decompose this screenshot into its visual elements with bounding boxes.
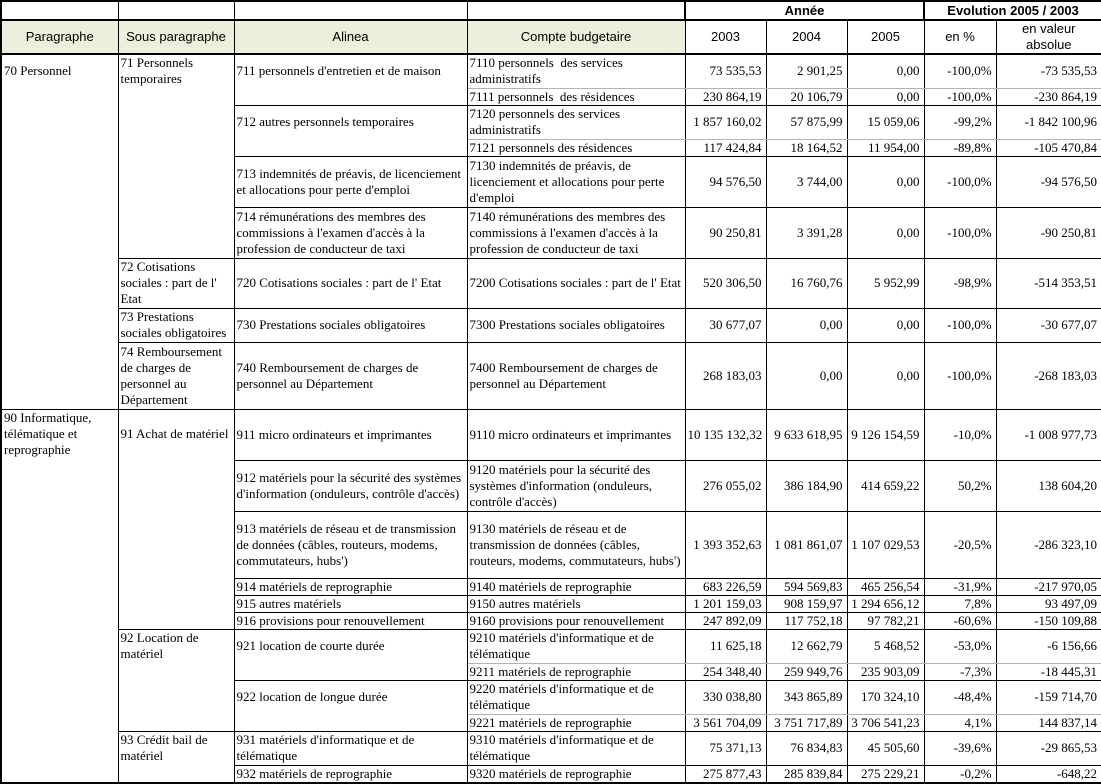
col-header-en-pct: en %: [924, 20, 996, 54]
cell-2004: 57 875,99: [766, 105, 847, 139]
col-header-compte-budgetaire: Compte budgetaire: [467, 20, 685, 54]
cell-compte: 9140 matériels de reprographie: [467, 578, 685, 595]
cell-2003: 94 576,50: [685, 156, 766, 207]
cell-sous-paragraphe: 91 Achat de matériel: [118, 409, 234, 629]
cell-evolution-abs: -1 842 100,96: [996, 105, 1101, 139]
cell-alinea: 915 autres matériels: [234, 595, 467, 612]
cell-compte: 7130 indemnités de préavis, de licenciement et allocations pour perte d'emploi: [467, 156, 685, 207]
cell-2003: 275 877,43: [685, 765, 766, 783]
cell-2003: 276 055,02: [685, 460, 766, 511]
cell-alinea: 921 location de courte durée: [234, 629, 467, 680]
cell-sous-paragraphe: 73 Prestations sociales obligatoires: [118, 308, 234, 342]
cell-evolution-abs: -268 183,03: [996, 342, 1101, 409]
cell-evolution-abs: -94 576,50: [996, 156, 1101, 207]
table-row: [1, 308, 1101, 342]
cell-2005: 170 324,10: [847, 680, 924, 714]
cell-alinea: 740 Remboursement de charges de personnel au Département: [234, 342, 467, 409]
cell-evolution-pct: -10,0%: [924, 409, 996, 460]
col-header-en-valeur-absolue: [996, 20, 1101, 54]
cell-evolution-pct: -99,2%: [924, 105, 996, 139]
cell-2005: 0,00: [847, 54, 924, 88]
cell-2004: 9 633 618,95: [766, 409, 847, 460]
cell-2003: 1 393 352,63: [685, 511, 766, 578]
cell-evolution-abs: 93 497,09: [996, 595, 1101, 612]
cell-alinea: 913 matériels de réseau et de transmission de données (câbles, routeurs, modems, commutateurs, hubs'): [234, 511, 467, 578]
cell-alinea: 911 micro ordinateurs et imprimantes: [234, 409, 467, 460]
cell-evolution-abs: -648,22: [996, 765, 1101, 783]
cell-evolution-abs: -217 970,05: [996, 578, 1101, 595]
cell-compte: 9150 autres matériels: [467, 595, 685, 612]
cell-evolution-pct: -7,3%: [924, 663, 996, 680]
cell-2005: 414 659,22: [847, 460, 924, 511]
cell-2003: 1 857 160,02: [685, 105, 766, 139]
cell-evolution-pct: -31,9%: [924, 578, 996, 595]
table-row: [1, 731, 1101, 765]
cell-2004: 76 834,83: [766, 731, 847, 765]
cell-alinea: 912 matériels pour la sécurité des systèmes d'information (onduleurs, contrôle d'accès): [234, 460, 467, 511]
cell-2004: 20 106,79: [766, 88, 847, 105]
band-empty-cell: [467, 1, 685, 20]
cell-alinea: 916 provisions pour renouvellement: [234, 612, 467, 629]
cell-2003: 11 625,18: [685, 629, 766, 663]
cell-evolution-pct: 50,2%: [924, 460, 996, 511]
cell-evolution-pct: -100,0%: [924, 156, 996, 207]
cell-evolution-pct: -0,2%: [924, 765, 996, 783]
cell-evolution-abs: 138 604,20: [996, 460, 1101, 511]
cell-2004: 343 865,89: [766, 680, 847, 714]
cell-2005: 1 107 029,53: [847, 511, 924, 578]
cell-2005: 9 126 154,59: [847, 409, 924, 460]
cell-evolution-abs: -150 109,88: [996, 612, 1101, 629]
cell-compte: 7120 personnels des services administratifs: [467, 105, 685, 139]
cell-evolution-abs: -1 008 977,73: [996, 409, 1101, 460]
cell-alinea: 730 Prestations sociales obligatoires: [234, 308, 467, 342]
cell-alinea: 720 Cotisations sociales : part de l' Etat: [234, 258, 467, 308]
cell-2004: 18 164,52: [766, 139, 847, 156]
cell-compte: 9160 provisions pour renouvellement: [467, 612, 685, 629]
table-row: [1, 409, 1101, 460]
cell-compte: 7111 personnels des résidences: [467, 88, 685, 105]
cell-2005: 235 903,09: [847, 663, 924, 680]
cell-2003: 75 371,13: [685, 731, 766, 765]
cell-evolution-pct: -100,0%: [924, 88, 996, 105]
cell-compte: 9130 matériels de réseau et de transmission de données (câbles, routeurs, modems, commutateurs, hubs'): [467, 511, 685, 578]
cell-compte: 7140 rémunérations des membres des commissions à l'examen d'accès à la profession de conducteur de taxi: [467, 207, 685, 258]
table-row: [1, 342, 1101, 409]
table-row: [1, 258, 1101, 308]
cell-evolution-pct: -20,5%: [924, 511, 996, 578]
cell-evolution-pct: -100,0%: [924, 342, 996, 409]
cell-compte: 9211 matériels de reprographie: [467, 663, 685, 680]
cell-2003: 330 038,80: [685, 680, 766, 714]
cell-2005: 5 468,52: [847, 629, 924, 663]
cell-2005: 465 256,54: [847, 578, 924, 595]
cell-alinea: 713 indemnités de préavis, de licenciement et allocations pour perte d'emploi: [234, 156, 467, 207]
cell-2004: 16 760,76: [766, 258, 847, 308]
cell-2005: 0,00: [847, 342, 924, 409]
cell-evolution-pct: -89,8%: [924, 139, 996, 156]
cell-compte: 9320 matériels de reprographie: [467, 765, 685, 783]
cell-evolution-pct: -100,0%: [924, 54, 996, 88]
cell-2005: 3 706 541,23: [847, 714, 924, 731]
band-empty-cell: [234, 1, 467, 20]
cell-compte: 7110 personnels des services administratifs: [467, 54, 685, 88]
cell-2003: 117 424,84: [685, 139, 766, 156]
cell-paragraphe: 70 Personnel: [1, 54, 118, 409]
table-row: [1, 54, 1101, 88]
col-header-2004: 2004: [766, 20, 847, 54]
cell-2005: 0,00: [847, 308, 924, 342]
cell-alinea: 932 matériels de reprographie: [234, 765, 467, 783]
cell-2005: 11 954,00: [847, 139, 924, 156]
cell-sous-paragraphe: 74 Remboursement de charges de personnel au Département: [118, 342, 234, 409]
cell-2005: 45 505,60: [847, 731, 924, 765]
cell-sous-paragraphe: 93 Crédit bail de matériel: [118, 731, 234, 783]
cell-2003: 254 348,40: [685, 663, 766, 680]
annee-band-header: Année: [685, 1, 924, 20]
cell-2005: 1 294 656,12: [847, 595, 924, 612]
cell-evolution-abs: -105 470,84: [996, 139, 1101, 156]
cell-2004: 908 159,97: [766, 595, 847, 612]
cell-compte: 9110 micro ordinateurs et imprimantes: [467, 409, 685, 460]
cell-evolution-abs: -30 677,07: [996, 308, 1101, 342]
cell-2005: 0,00: [847, 88, 924, 105]
cell-2003: 268 183,03: [685, 342, 766, 409]
cell-evolution-pct: -53,0%: [924, 629, 996, 663]
cell-2004: 386 184,90: [766, 460, 847, 511]
cell-sous-paragraphe: 71 Personnels temporaires: [118, 54, 234, 258]
cell-compte: 7121 personnels des résidences: [467, 139, 685, 156]
cell-compte: 7400 Remboursement de charges de personnel au Département: [467, 342, 685, 409]
band-row: [1, 1, 1101, 20]
cell-evolution-abs: -29 865,53: [996, 731, 1101, 765]
band-empty-cell: [1, 1, 118, 20]
cell-2005: 0,00: [847, 156, 924, 207]
cell-2004: 1 081 861,07: [766, 511, 847, 578]
cell-2004: 2 901,25: [766, 54, 847, 88]
col-header-paragraphe: Paragraphe: [1, 20, 118, 54]
cell-2005: 15 059,06: [847, 105, 924, 139]
cell-2004: 259 949,76: [766, 663, 847, 680]
cell-evolution-abs: -6 156,66: [996, 629, 1101, 663]
cell-alinea: 931 matériels d'informatique et de télématique: [234, 731, 467, 765]
cell-evolution-abs: -73 535,53: [996, 54, 1101, 88]
cell-evolution-abs: -514 353,51: [996, 258, 1101, 308]
cell-evolution-pct: -98,9%: [924, 258, 996, 308]
cell-evolution-abs: -18 445,31: [996, 663, 1101, 680]
cell-2003: 683 226,59: [685, 578, 766, 595]
cell-2003: 90 250,81: [685, 207, 766, 258]
cell-compte: 7300 Prestations sociales obligatoires: [467, 308, 685, 342]
cell-2004: 285 839,84: [766, 765, 847, 783]
cell-compte: 9310 matériels d'informatique et de télématique: [467, 731, 685, 765]
col-header-2003: 2003: [685, 20, 766, 54]
cell-2003: 73 535,53: [685, 54, 766, 88]
cell-2005: 275 229,21: [847, 765, 924, 783]
cell-2005: 97 782,21: [847, 612, 924, 629]
cell-sous-paragraphe: 72 Cotisations sociales : part de l' Etat: [118, 258, 234, 308]
col-header-sous-paragraphe: Sous paragraphe: [118, 20, 234, 54]
cell-2004: 12 662,79: [766, 629, 847, 663]
cell-2003: 3 561 704,09: [685, 714, 766, 731]
cell-2004: 3 391,28: [766, 207, 847, 258]
cell-evolution-abs: 144 837,14: [996, 714, 1101, 731]
cell-evolution-abs: -159 714,70: [996, 680, 1101, 714]
col-header-alinea: Alinea: [234, 20, 467, 54]
cell-evolution-pct: -48,4%: [924, 680, 996, 714]
cell-alinea: 712 autres personnels temporaires: [234, 105, 467, 156]
cell-2003: 230 864,19: [685, 88, 766, 105]
cell-2005: 0,00: [847, 207, 924, 258]
cell-alinea: 914 matériels de reprographie: [234, 578, 467, 595]
cell-sous-paragraphe: 92 Location de matériel: [118, 629, 234, 731]
cell-2004: 3 744,00: [766, 156, 847, 207]
cell-alinea: 922 location de longue durée: [234, 680, 467, 731]
cell-evolution-pct: -60,6%: [924, 612, 996, 629]
cell-2004: 0,00: [766, 342, 847, 409]
cell-2003: 520 306,50: [685, 258, 766, 308]
col-header-en-valeur-absolue-label: en valeur absolue: [1022, 21, 1076, 52]
cell-evolution-pct: 7,8%: [924, 595, 996, 612]
cell-2004: 3 751 717,89: [766, 714, 847, 731]
header-row: [1, 20, 1101, 54]
cell-2003: 10 135 132,32: [685, 409, 766, 460]
evolution-band-header: Evolution 2005 / 2003: [924, 1, 1101, 20]
cell-2004: 594 569,83: [766, 578, 847, 595]
cell-2004: 0,00: [766, 308, 847, 342]
cell-2004: 117 752,18: [766, 612, 847, 629]
col-header-2005: 2005: [847, 20, 924, 54]
cell-2003: 1 201 159,03: [685, 595, 766, 612]
cell-evolution-abs: -90 250,81: [996, 207, 1101, 258]
cell-alinea: 711 personnels d'entretien et de maison: [234, 54, 467, 105]
cell-evolution-abs: -230 864,19: [996, 88, 1101, 105]
cell-evolution-pct: 4,1%: [924, 714, 996, 731]
cell-evolution-pct: -100,0%: [924, 207, 996, 258]
cell-evolution-pct: -100,0%: [924, 308, 996, 342]
cell-compte: 9221 matériels de reprographie: [467, 714, 685, 731]
cell-compte: 9210 matériels d'informatique et de télématique: [467, 629, 685, 663]
cell-2003: 30 677,07: [685, 308, 766, 342]
band-empty-cell: [118, 1, 234, 20]
cell-2005: 5 952,99: [847, 258, 924, 308]
cell-alinea: 714 rémunérations des membres des commissions à l'examen d'accès à la profession de conducteur de taxi: [234, 207, 467, 258]
cell-paragraphe: 90 Informatique, télématique et reprographie: [1, 409, 118, 783]
table-row: [1, 629, 1101, 663]
cell-compte: 9120 matériels pour la sécurité des systèmes d'information (onduleurs, contrôle d'accès): [467, 460, 685, 511]
cell-evolution-abs: -286 323,10: [996, 511, 1101, 578]
cell-compte: 7200 Cotisations sociales : part de l' Etat: [467, 258, 685, 308]
cell-2003: 247 892,09: [685, 612, 766, 629]
cell-evolution-pct: -39,6%: [924, 731, 996, 765]
cell-compte: 9220 matériels d'informatique et de télématique: [467, 680, 685, 714]
